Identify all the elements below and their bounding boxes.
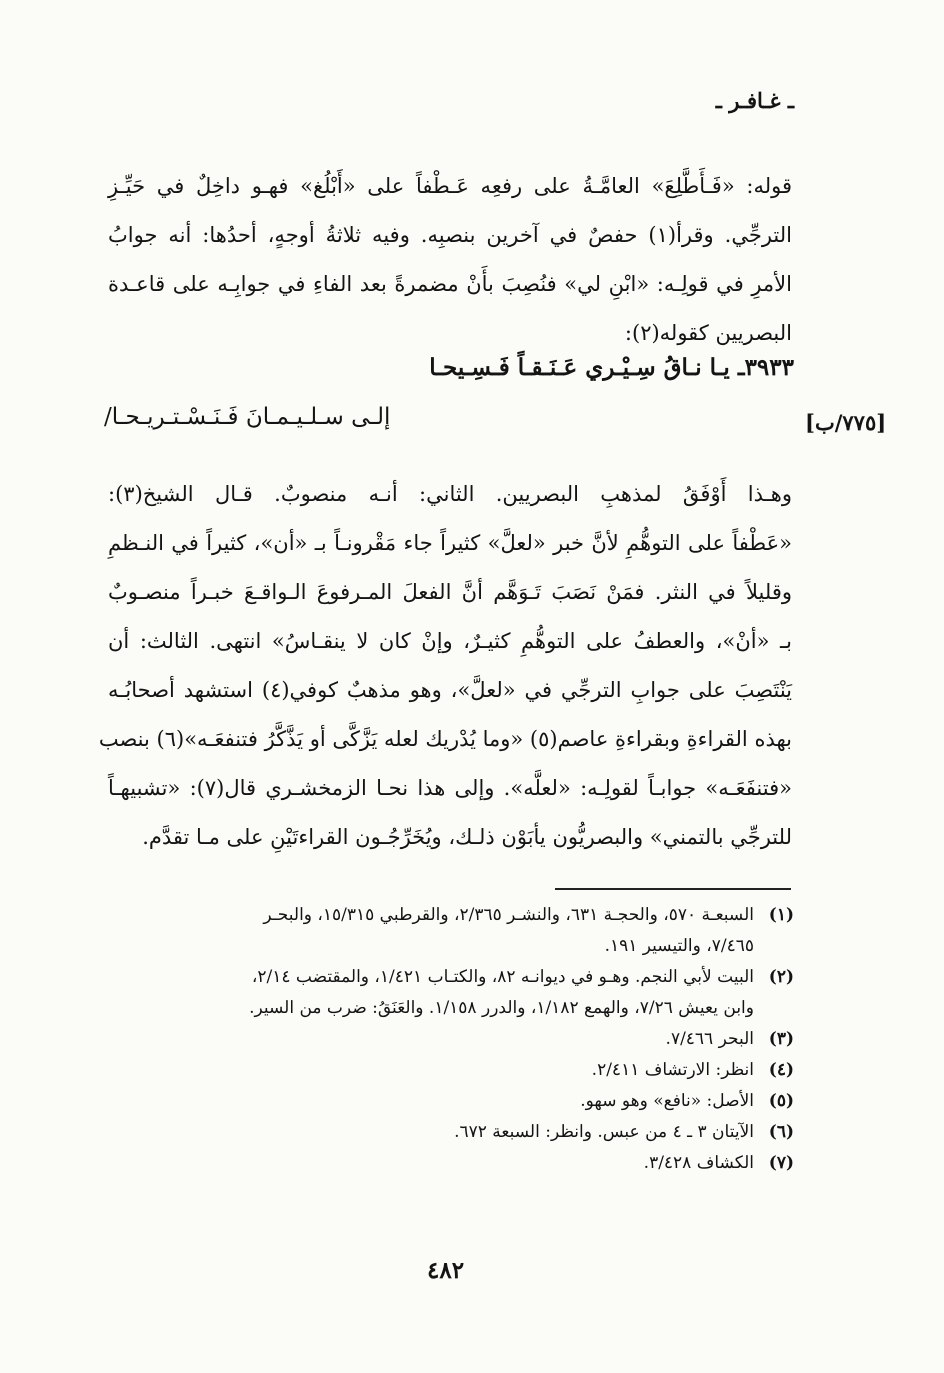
footnote-1 (104, 900, 794, 962)
text-line: بهذه القراءةِ وبقراءةِ عاصم(٥) «وما يُدْريك لعله يَزَّكَّى أو يَذَّكَّرُ فتنفعَـه»(٦) بنصب (98, 727, 792, 751)
footnote-text: الكشاف ٣/٤٢٨. (643, 1153, 754, 1173)
text-line: الأمرِ في قولِـه: «ابْنِ لي» فنُصِبَ بأَنْ مضمرةً بعد الفاءِ في جوابِـه على قاعـدة (108, 272, 792, 296)
footnotes (104, 900, 794, 1179)
footnote-3 (104, 1024, 794, 1055)
footnote-text: السبعـة ٥٧٠، والحجـة ٦٣١، والنشـر ٢/٣٦٥، والقرطبي ١٥/٣١٥، والبحـر (263, 905, 754, 925)
footnote-number: (٤) (768, 1060, 794, 1080)
footnote-continuation: وابن يعيش ٧/٢٦، والهمع ١/١٨٢، والدرر ١/١٥٨. والعَنَقُ: ضرب من السير. (249, 998, 754, 1018)
footnote-number: (٥) (768, 1091, 794, 1111)
text-line: الترجِّي. وقرأ(١) حفصٌ في آخرين بنصبِه. وفيه ثلاثةُ أوجهٍ، أحدُها: أنه جوابُ (108, 223, 792, 247)
text-line: للترجِّي بالتمني» والبصريُّون يأبَوْن ذلـك، ويُخَرِّجُـون القراءتَيْنِ على مـا تقدَّم. (142, 825, 792, 849)
footnote-continuation: ٧/٤٦٥، والتيسير ١٩١. (604, 936, 754, 956)
footnote-7 (104, 1148, 794, 1179)
margin-folio-reference: [٧٧٥/ب] (805, 410, 887, 435)
footnote-text: الآيتان ٣ ـ ٤ من عبس. وانظر: السبعة ٦٧٢. (454, 1122, 754, 1142)
footnote-5 (104, 1086, 794, 1117)
text-line: قوله: «فَـأَطَّلِعَ» العامَّـةُ على رفعِه عَـطْفاً على «أَبْلُغ» فهـو داخِلٌ في حَيِّـزِ (108, 174, 792, 198)
footnote-text: البحر ٧/٤٦٦. (665, 1029, 754, 1049)
footnote-number: (٧) (768, 1153, 794, 1173)
footnote-text: الأصل: «نافع» وهو سهو. (580, 1091, 754, 1111)
text-line: البصريين كقوله(٢): (624, 321, 792, 345)
paragraph-1 (108, 162, 792, 358)
text-line: وقليلاً في النثر. فمَنْ نَصَبَ تَـوَهَّم أنَّ الفعلَ المـرفوعَ الـواقـعَ خبـراً منصـوبٌ (108, 580, 792, 604)
footnote-text: البيت لأبي النجم. وهـو في ديوانـه ٨٢، والكتـاب ١/٤٢١، والمقتضب ٢/١٤، (251, 967, 754, 987)
footnote-number: (١) (768, 905, 794, 925)
footnote-number: (٣) (768, 1029, 794, 1049)
footnote-number: (٦) (768, 1122, 794, 1142)
running-header: ـ غـافـر ـ (715, 88, 794, 113)
text-line: يَنْتَصِبَ على جوابِ الترجِّي في «لعلَّ»، وهو مذهبٌ كوفي(٤) استشهد أصحابُـه (108, 678, 793, 702)
footnote-4 (104, 1055, 794, 1086)
text-line: «عَطْفاً على التوهُّمِ لأنَّ خبر «لعلَّ» كثيراً جاء مَقْرونـاً بـ «أن»، كثيراً في النـظمِ (108, 531, 792, 555)
footnote-separator (555, 888, 791, 890)
footnote-text: انظر: الارتشاف ٢/٤١١. (591, 1060, 754, 1080)
verse-first-hemistich: ٣٩٣٣ـ يـا نـاقُ سِـيْـري عَـنَـقـاً فَـسِـيحـا (429, 354, 794, 381)
text-line: وهـذا أَوْفَقُ لمذهبِ البصريين. الثاني: أنـه منصوبٌ. قـال الشيخ(٣): (108, 482, 792, 506)
footnote-2 (104, 962, 794, 1024)
footnote-number: (٢) (768, 967, 794, 987)
text-line: بـ «أنْ»، والعطفُ على التوهُّمِ كثيـرٌ، وإنْ كان لا ينقـاسُ» انتهى. الثالث: أن (108, 629, 792, 653)
text-line: «فتنفَعَـه» جوابـاً لقولِـه: «لعلَّه». وإلى هذا نحـا الزمخشـري قال(٧): «تشبيهـاً (108, 776, 792, 800)
paragraph-2 (98, 470, 793, 862)
footnote-6 (104, 1117, 794, 1148)
page-number: ٤٨٢ (427, 1257, 465, 1284)
verse-second-hemistich: إلـى سـلـيـمـانَ فَـنَـسْـتـريـحـا/ (104, 404, 391, 430)
